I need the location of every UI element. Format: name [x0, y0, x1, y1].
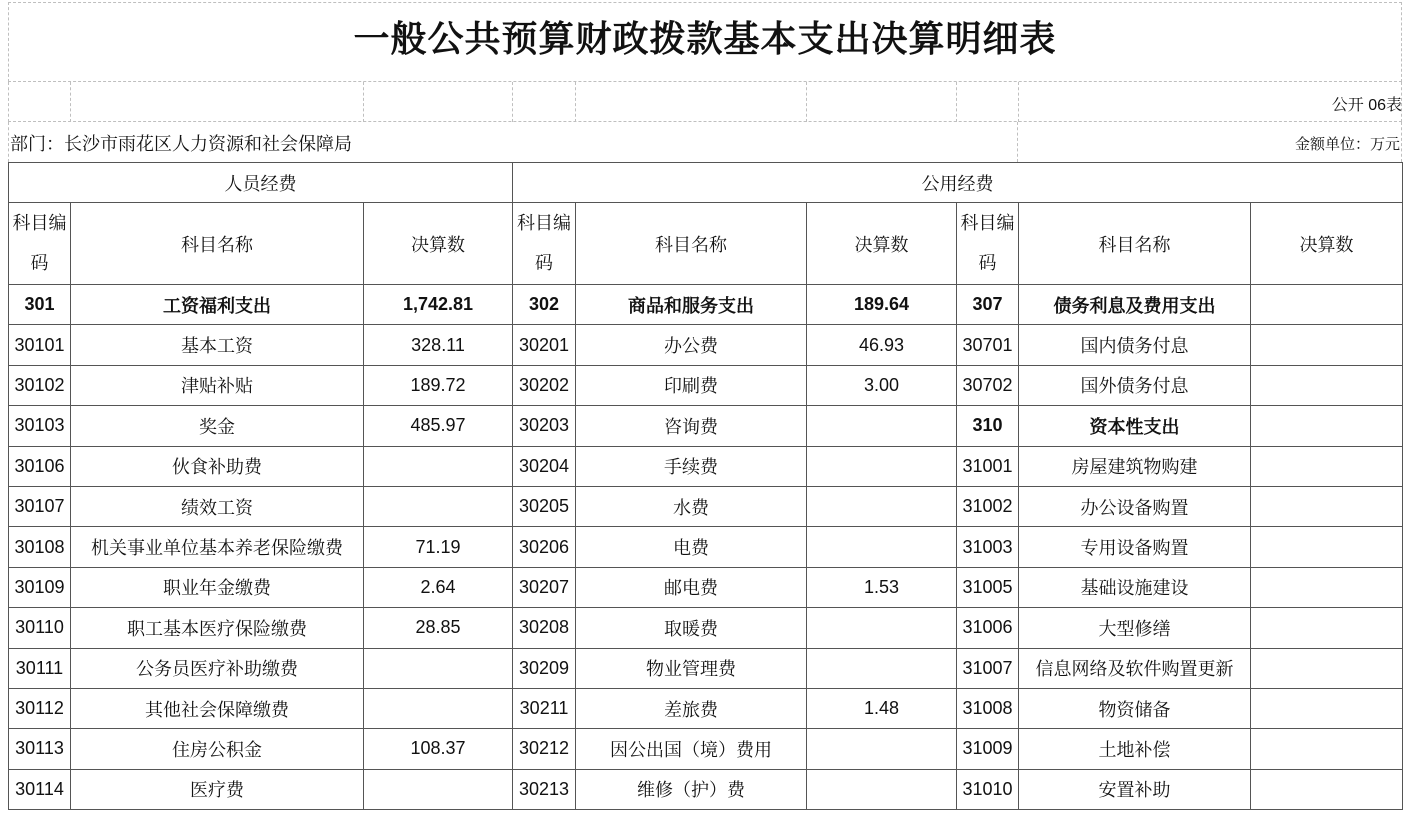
table-row [9, 325, 1403, 365]
capital-name-cell: 债务利息及费用支出 [1019, 285, 1251, 325]
personnel-code-cell: 30103 [9, 406, 71, 446]
capital-code-cell: 31003 [957, 527, 1019, 567]
goods-amount-cell: 189.64 [807, 285, 957, 325]
personnel-amount-cell [364, 769, 513, 809]
grid-divider [512, 82, 513, 122]
goods-name-cell: 维修（护）费 [576, 769, 807, 809]
personnel-code-cell: 30112 [9, 688, 71, 728]
goods-amount-cell [807, 729, 957, 769]
header-amount: 决算数 [1251, 203, 1403, 285]
table-row [9, 769, 1403, 809]
personnel-amount-cell: 71.19 [364, 527, 513, 567]
header-code: 科目编码 [513, 203, 576, 285]
personnel-name-cell: 绩效工资 [71, 486, 364, 526]
capital-amount-cell [1251, 608, 1403, 648]
goods-amount-cell [807, 769, 957, 809]
grid-divider [1017, 122, 1018, 162]
personnel-code-cell: 30114 [9, 769, 71, 809]
goods-amount-cell [807, 486, 957, 526]
goods-code-cell: 30202 [513, 365, 576, 405]
goods-code-cell: 30207 [513, 567, 576, 607]
capital-amount-cell [1251, 729, 1403, 769]
table-row [9, 608, 1403, 648]
budget-table [8, 162, 1403, 810]
capital-code-cell: 307 [957, 285, 1019, 325]
goods-amount-cell [807, 446, 957, 486]
goods-amount-cell [807, 406, 957, 446]
personnel-name-cell: 其他社会保障缴费 [71, 688, 364, 728]
personnel-name-cell: 住房公积金 [71, 729, 364, 769]
column-header-row [9, 203, 1403, 285]
personnel-name-cell: 津贴补贴 [71, 365, 364, 405]
personnel-code-cell: 30110 [9, 608, 71, 648]
goods-name-cell: 手续费 [576, 446, 807, 486]
personnel-name-cell: 医疗费 [71, 769, 364, 809]
grid-divider [956, 82, 957, 122]
goods-amount-cell: 1.48 [807, 688, 957, 728]
page-title: 一般公共预算财政拨款基本支出决算明细表 [353, 18, 1057, 60]
personnel-amount-cell [364, 486, 513, 526]
table-row [9, 285, 1403, 325]
personnel-name-cell: 职工基本医疗保险缴费 [71, 608, 364, 648]
group-header-row [9, 163, 1403, 203]
goods-code-cell: 30206 [513, 527, 576, 567]
capital-name-cell: 大型修缮 [1019, 608, 1251, 648]
table-row [9, 688, 1403, 728]
personnel-code-cell: 30113 [9, 729, 71, 769]
capital-amount-cell [1251, 406, 1403, 446]
capital-amount-cell [1251, 486, 1403, 526]
capital-name-cell: 国内债务付息 [1019, 325, 1251, 365]
personnel-name-cell: 基本工资 [71, 325, 364, 365]
capital-code-cell: 31009 [957, 729, 1019, 769]
goods-name-cell: 取暖费 [576, 608, 807, 648]
table-row [9, 648, 1403, 688]
goods-code-cell: 302 [513, 285, 576, 325]
capital-code-cell: 30702 [957, 365, 1019, 405]
unit-label: 金额单位：万元 [1294, 135, 1400, 153]
header-name: 科目名称 [1019, 203, 1251, 285]
header-amount: 决算数 [807, 203, 957, 285]
personnel-amount-cell: 328.11 [364, 325, 513, 365]
goods-name-cell: 商品和服务支出 [576, 285, 807, 325]
personnel-name-cell: 职业年金缴费 [71, 567, 364, 607]
personnel-amount-cell [364, 648, 513, 688]
personnel-amount-cell [364, 688, 513, 728]
capital-amount-cell [1251, 567, 1403, 607]
personnel-name-cell: 机关事业单位基本养老保险缴费 [71, 527, 364, 567]
personnel-amount-cell [364, 446, 513, 486]
table-row [9, 446, 1403, 486]
capital-code-cell: 31010 [957, 769, 1019, 809]
personnel-amount-cell: 108.37 [364, 729, 513, 769]
capital-code-cell: 31007 [957, 648, 1019, 688]
capital-name-cell: 信息网络及软件购置更新 [1019, 648, 1251, 688]
personnel-code-cell: 301 [9, 285, 71, 325]
goods-code-cell: 30209 [513, 648, 576, 688]
table-row [9, 406, 1403, 446]
group-public: 公用经费 [513, 163, 1403, 203]
header-code: 科目编码 [957, 203, 1019, 285]
personnel-name-cell: 伙食补助费 [71, 446, 364, 486]
meta-row [8, 82, 1402, 122]
header-name: 科目名称 [576, 203, 807, 285]
personnel-code-cell: 30102 [9, 365, 71, 405]
goods-code-cell: 30204 [513, 446, 576, 486]
capital-name-cell: 专用设备购置 [1019, 527, 1251, 567]
personnel-amount-cell: 485.97 [364, 406, 513, 446]
capital-amount-cell [1251, 365, 1403, 405]
capital-name-cell: 办公设备购置 [1019, 486, 1251, 526]
capital-amount-cell [1251, 527, 1403, 567]
capital-name-cell: 国外债务付息 [1019, 365, 1251, 405]
personnel-code-cell: 30111 [9, 648, 71, 688]
goods-code-cell: 30212 [513, 729, 576, 769]
personnel-name-cell: 工资福利支出 [71, 285, 364, 325]
personnel-code-cell: 30106 [9, 446, 71, 486]
goods-amount-cell [807, 608, 957, 648]
form-id: 公开 06表 [1331, 97, 1402, 114]
capital-amount-cell [1251, 769, 1403, 809]
header-amount: 决算数 [364, 203, 513, 285]
grid-divider [1018, 82, 1019, 122]
capital-code-cell: 31001 [957, 446, 1019, 486]
capital-name-cell: 房屋建筑物购建 [1019, 446, 1251, 486]
goods-name-cell: 邮电费 [576, 567, 807, 607]
grid-divider [806, 82, 807, 122]
capital-name-cell: 安置补助 [1019, 769, 1251, 809]
goods-amount-cell: 3.00 [807, 365, 957, 405]
grid-divider [363, 82, 364, 122]
table-row [9, 729, 1403, 769]
personnel-amount-cell: 2.64 [364, 567, 513, 607]
goods-code-cell: 30201 [513, 325, 576, 365]
table-row [9, 365, 1403, 405]
goods-amount-cell [807, 527, 957, 567]
goods-amount-cell: 46.93 [807, 325, 957, 365]
personnel-name-cell: 公务员医疗补助缴费 [71, 648, 364, 688]
capital-name-cell: 物资储备 [1019, 688, 1251, 728]
personnel-amount-cell: 189.72 [364, 365, 513, 405]
capital-amount-cell [1251, 285, 1403, 325]
personnel-amount-cell: 1,742.81 [364, 285, 513, 325]
personnel-code-cell: 30107 [9, 486, 71, 526]
capital-amount-cell [1251, 446, 1403, 486]
goods-code-cell: 30211 [513, 688, 576, 728]
department-label: 部门：长沙市雨花区人力资源和社会保障局 [10, 134, 352, 155]
table-body [9, 285, 1403, 810]
goods-code-cell: 30208 [513, 608, 576, 648]
group-personnel: 人员经费 [9, 163, 513, 203]
capital-amount-cell [1251, 688, 1403, 728]
capital-code-cell: 31008 [957, 688, 1019, 728]
goods-amount-cell [807, 648, 957, 688]
personnel-amount-cell: 28.85 [364, 608, 513, 648]
goods-name-cell: 电费 [576, 527, 807, 567]
goods-name-cell: 印刷费 [576, 365, 807, 405]
capital-code-cell: 30701 [957, 325, 1019, 365]
header-name: 科目名称 [71, 203, 364, 285]
capital-name-cell: 资本性支出 [1019, 406, 1251, 446]
capital-amount-cell [1251, 648, 1403, 688]
goods-code-cell: 30213 [513, 769, 576, 809]
goods-name-cell: 水费 [576, 486, 807, 526]
goods-name-cell: 办公费 [576, 325, 807, 365]
table-row [9, 567, 1403, 607]
table-row [9, 486, 1403, 526]
personnel-code-cell: 30101 [9, 325, 71, 365]
capital-code-cell: 31005 [957, 567, 1019, 607]
goods-name-cell: 差旅费 [576, 688, 807, 728]
goods-code-cell: 30203 [513, 406, 576, 446]
personnel-code-cell: 30109 [9, 567, 71, 607]
grid-divider [70, 82, 71, 122]
table-row [9, 527, 1403, 567]
capital-code-cell: 310 [957, 406, 1019, 446]
grid-divider [575, 82, 576, 122]
capital-amount-cell [1251, 325, 1403, 365]
goods-code-cell: 30205 [513, 486, 576, 526]
goods-amount-cell: 1.53 [807, 567, 957, 607]
personnel-name-cell: 奖金 [71, 406, 364, 446]
personnel-code-cell: 30108 [9, 527, 71, 567]
header-code: 科目编码 [9, 203, 71, 285]
capital-code-cell: 31006 [957, 608, 1019, 648]
goods-name-cell: 物业管理费 [576, 648, 807, 688]
capital-code-cell: 31002 [957, 486, 1019, 526]
goods-name-cell: 因公出国（境）费用 [576, 729, 807, 769]
goods-name-cell: 咨询费 [576, 406, 807, 446]
capital-name-cell: 土地补偿 [1019, 729, 1251, 769]
capital-name-cell: 基础设施建设 [1019, 567, 1251, 607]
